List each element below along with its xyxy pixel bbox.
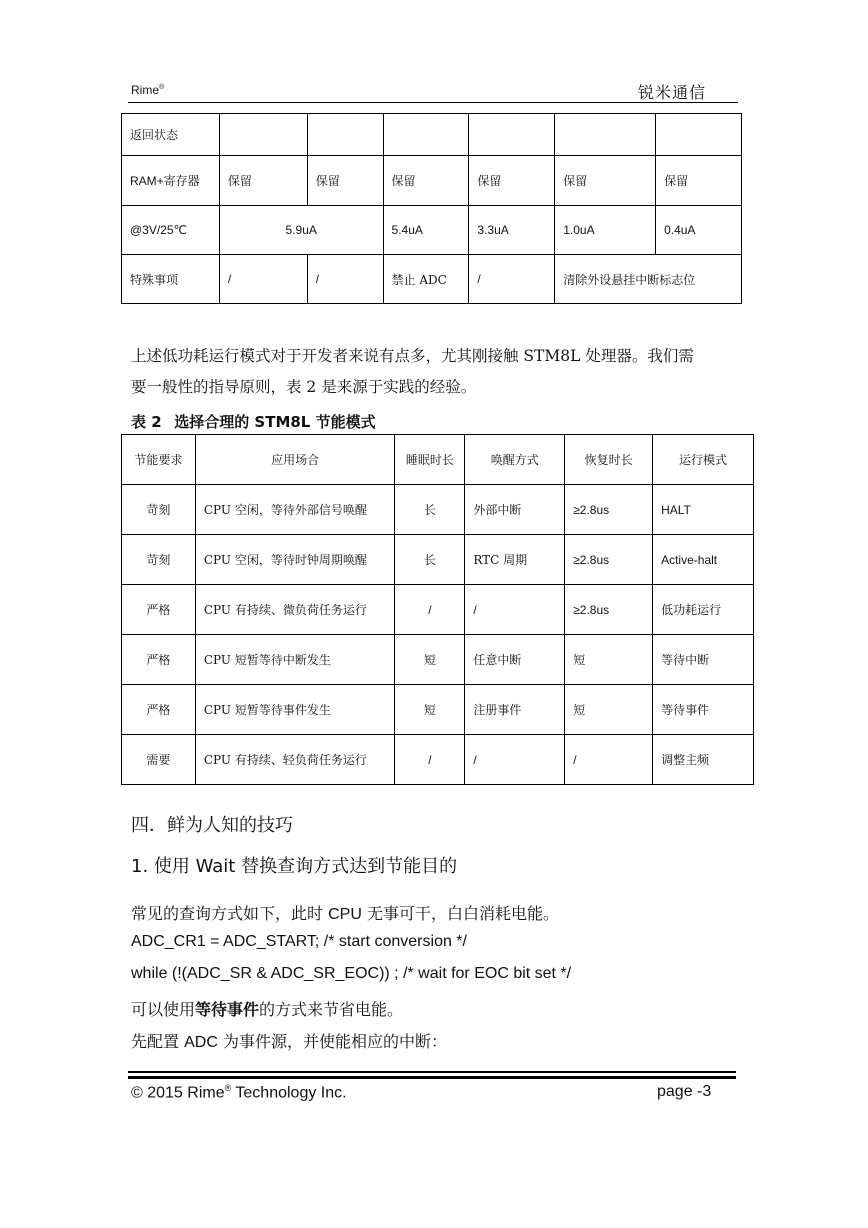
text-run: 可以使用 xyxy=(131,1000,196,1019)
caption-text: 选择合理的 STM8L 节能模式 xyxy=(174,413,376,431)
footer-divider xyxy=(128,1071,736,1073)
brand-name: Rime xyxy=(131,83,160,97)
table-cell: 保留 xyxy=(469,156,555,206)
table-cell xyxy=(307,114,383,156)
table-cell: / xyxy=(465,585,565,635)
table-row xyxy=(122,585,754,635)
body-line xyxy=(131,1029,447,1052)
body-line xyxy=(131,901,559,924)
table-cell: 需要 xyxy=(122,735,196,785)
table-cell: 注册事件 xyxy=(465,685,565,735)
table-row xyxy=(122,535,754,585)
table-cell: CPU 有持续、微负荷任务运行 xyxy=(195,585,395,635)
page-number: page -3 xyxy=(657,1083,712,1100)
subsection-heading: 1. 使用 Wait 替换查询方式达到节能目的 xyxy=(131,856,458,877)
table-cell: 低功耗运行 xyxy=(653,585,754,635)
table-cell: CPU 短暂等待中断发生 xyxy=(195,635,395,685)
table-row xyxy=(122,735,754,785)
copyright-text: Technology Inc. xyxy=(231,1084,347,1102)
table-cell: / xyxy=(219,255,307,304)
table-cell: / xyxy=(307,255,383,304)
table-cell: 5.4uA xyxy=(383,206,469,255)
table-cell xyxy=(219,114,307,156)
table-cell: / xyxy=(565,735,653,785)
table-cell: 保留 xyxy=(383,156,469,206)
table-cell: 等待事件 xyxy=(653,685,754,735)
table-row xyxy=(122,635,754,685)
text-run: CPU xyxy=(328,906,362,923)
table-cell: CPU 有持续、轻负荷任务运行 xyxy=(195,735,395,785)
copyright-text: © 2015 Rime xyxy=(131,1084,225,1102)
column-header: 应用场合 xyxy=(195,435,395,485)
column-header: 节能要求 xyxy=(122,435,196,485)
table-cell: 短 xyxy=(565,635,653,685)
table-cell-merged: 5.9uA xyxy=(219,206,383,255)
table-caption xyxy=(131,411,376,432)
table-cell xyxy=(469,114,555,156)
code-line: while (!(ADC_SR & ADC_SR_EOC)) ; /* wait for EOC bit set */ xyxy=(131,965,572,982)
table-cell xyxy=(656,114,742,156)
header-brand xyxy=(131,83,164,97)
table-cell: CPU 空闲，等待外部信号唤醒 xyxy=(195,485,395,535)
table-row xyxy=(122,255,742,304)
paragraph-line: 要一般性的指导原则，表 2 是来源于实践的经验。 xyxy=(131,378,477,396)
table-cell: / xyxy=(395,735,465,785)
table-cell: 长 xyxy=(395,485,465,535)
emphasis-text: 等待事件 xyxy=(195,1000,260,1019)
table-cell: ≥2.8us xyxy=(565,535,653,585)
text-run: 的方式来节省电能。 xyxy=(259,1000,404,1019)
table-cell xyxy=(555,114,656,156)
row-label: 返回状态 xyxy=(122,114,220,156)
table-cell: 严格 xyxy=(122,685,196,735)
text-run: 无事可干，白白消耗电能。 xyxy=(361,904,559,923)
table-cell: 任意中断 xyxy=(465,635,565,685)
table-cell: HALT xyxy=(653,485,754,535)
header-divider xyxy=(128,102,738,103)
table-cell: 0.4uA xyxy=(656,206,742,255)
table-row xyxy=(122,685,754,735)
table-row xyxy=(122,485,754,535)
body-line xyxy=(131,997,403,1020)
table-header-row xyxy=(122,435,754,485)
table-cell: 保留 xyxy=(555,156,656,206)
row-label: 特殊事项 xyxy=(122,255,220,304)
table-cell-merged: 清除外设悬挂中断标志位 xyxy=(555,255,742,304)
table-cell: 禁止 ADC xyxy=(383,255,469,304)
column-header: 唤醒方式 xyxy=(465,435,565,485)
row-label: RAM+寄存器 xyxy=(122,156,220,206)
table-cell: Active-halt xyxy=(653,535,754,585)
column-header: 睡眠时长 xyxy=(395,435,465,485)
table-cell: 苛刻 xyxy=(122,485,196,535)
table-cell: / xyxy=(395,585,465,635)
table-cell: 保留 xyxy=(307,156,383,206)
table-cell: RTC 周期 xyxy=(465,535,565,585)
text-run: 先配置 xyxy=(131,1032,185,1051)
table-cell: 调整主频 xyxy=(653,735,754,785)
table-cell: 保留 xyxy=(219,156,307,206)
table-cell: / xyxy=(469,255,555,304)
table-cell: CPU 空闲，等待时钟周期唤醒 xyxy=(195,535,395,585)
table-cell: 保留 xyxy=(656,156,742,206)
table-cell: 长 xyxy=(395,535,465,585)
table-cell: 外部中断 xyxy=(465,485,565,535)
table-cell: / xyxy=(465,735,565,785)
column-header: 运行模式 xyxy=(653,435,754,485)
table-cell: ≥2.8us xyxy=(565,485,653,535)
code-line: ADC_CR1 = ADC_START; /* start conversion */ xyxy=(131,933,467,950)
column-header: 恢复时长 xyxy=(565,435,653,485)
registered-mark: ® xyxy=(159,84,165,91)
table-cell: 严格 xyxy=(122,635,196,685)
paragraph-line: 上述低功耗运行模式对于开发者来说有点多，尤其刚接触 STM8L 处理器。我们需 xyxy=(131,347,694,365)
table-row xyxy=(122,156,742,206)
text-run: ADC xyxy=(184,1034,218,1051)
table-cell xyxy=(383,114,469,156)
energy-mode-table xyxy=(121,434,754,785)
table-row xyxy=(122,114,742,156)
table-row xyxy=(122,206,742,255)
table-cell: ≥2.8us xyxy=(565,585,653,635)
footer-copyright xyxy=(131,1083,347,1102)
text-run: 为事件源，并使能相应的中断： xyxy=(217,1032,447,1051)
table-cell: CPU 短暂等待事件发生 xyxy=(195,685,395,735)
section-heading: 四．鲜为人知的技巧 xyxy=(131,815,293,836)
footer-divider xyxy=(128,1076,736,1079)
table-cell: 苛刻 xyxy=(122,535,196,585)
row-label: @3V/25℃ xyxy=(122,206,220,255)
header-company: 锐米通信 xyxy=(638,83,707,102)
registered-mark: ® xyxy=(224,1083,232,1093)
table-cell: 短 xyxy=(395,635,465,685)
table-cell: 3.3uA xyxy=(469,206,555,255)
table-cell: 严格 xyxy=(122,585,196,635)
table-cell: 短 xyxy=(565,685,653,735)
text-run: 常见的查询方式如下，此时 xyxy=(131,904,329,923)
table-cell: 短 xyxy=(395,685,465,735)
table-cell: 1.0uA xyxy=(555,206,656,255)
caption-number: 表 2 xyxy=(131,413,162,431)
power-mode-table-continued xyxy=(121,113,742,304)
table-cell: 等待中断 xyxy=(653,635,754,685)
